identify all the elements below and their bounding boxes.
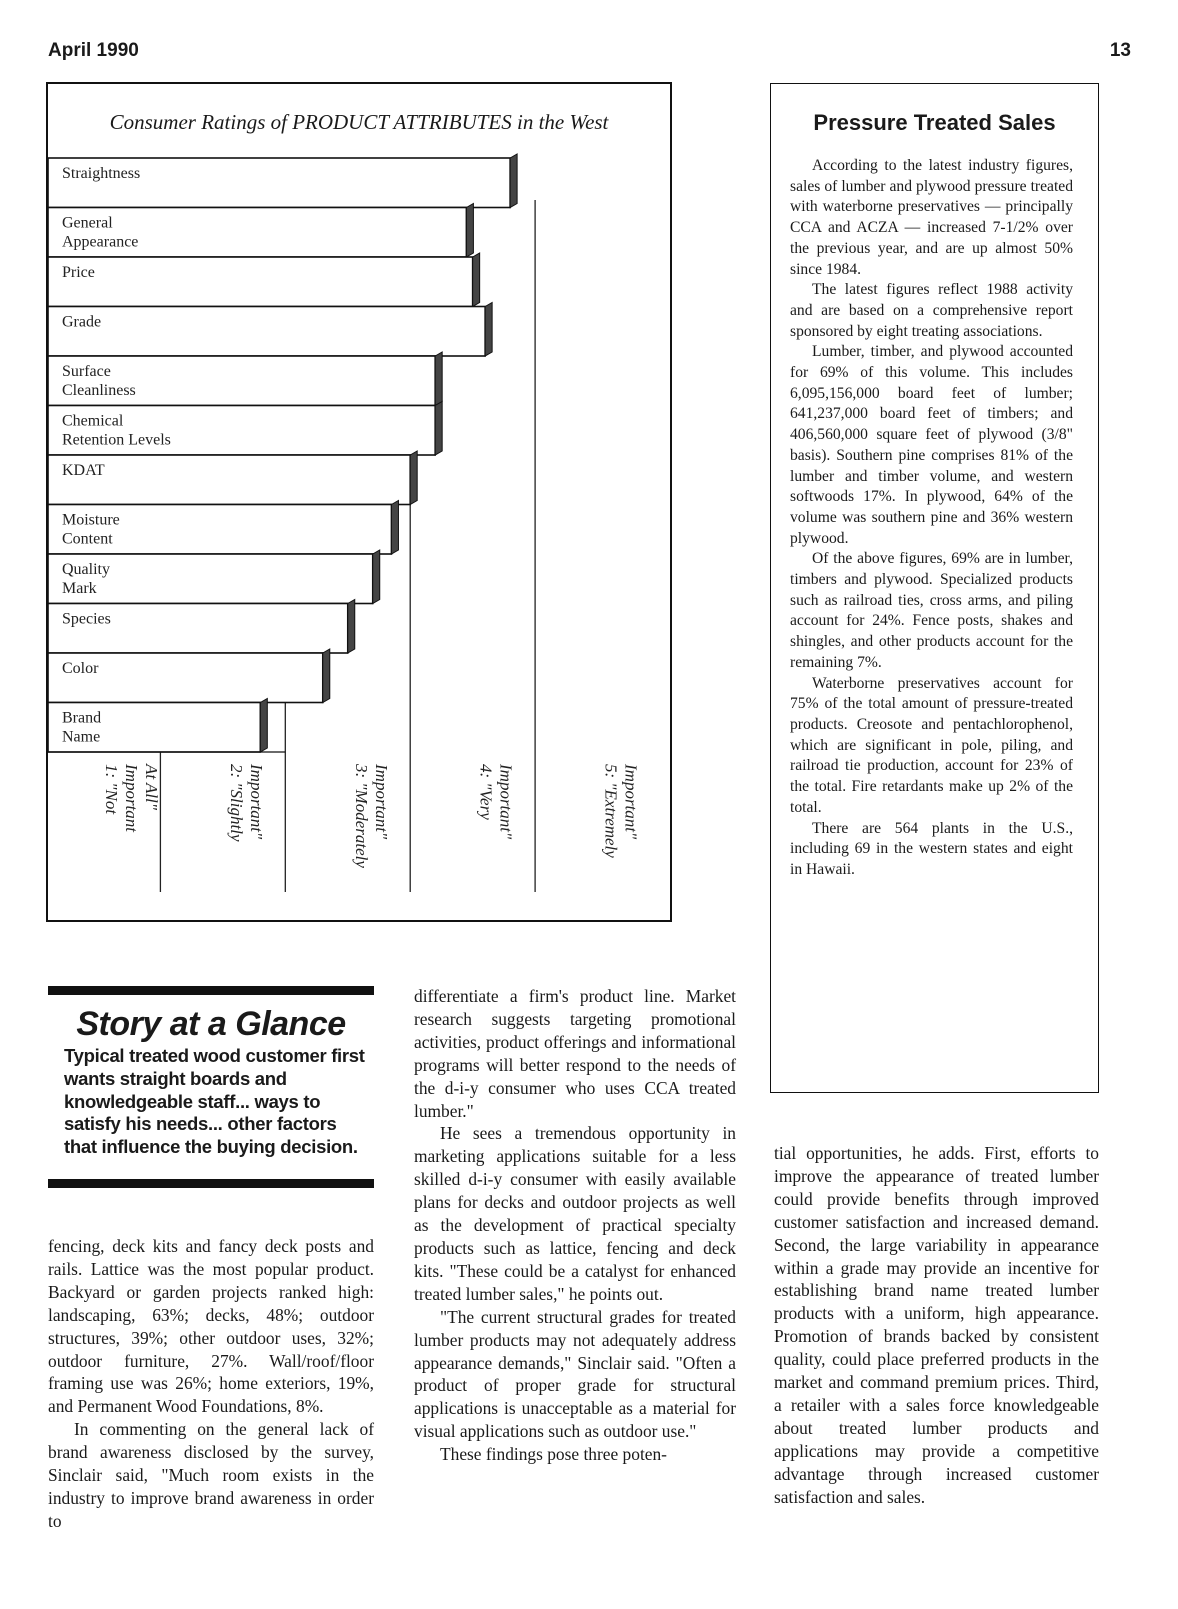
article-paragraph: He sees a tremendous opportunity in marketing applications suitable for a less skilled d-i-y consumer with easily available plans for decks and outdoor projects as well as the development of practical specialty products such as lattice, fencing and deck kits. "These could be a catalyst for enhanced treated lumber sales," he points out. — [414, 1123, 736, 1304]
scale-label-line: 2: "Slightly — [226, 764, 246, 842]
bar-label: Grade — [62, 313, 102, 331]
page-number: 13 — [1109, 40, 1131, 61]
story-bottom-rule — [48, 1179, 374, 1188]
bar-edge — [510, 154, 517, 208]
bar-edge — [260, 699, 267, 753]
bar-6 — [48, 451, 417, 505]
scale-label-2 — [227, 763, 266, 842]
bar-label: Brand — [62, 709, 102, 727]
sidebar-paragraph: Lumber, timber, and plywood accounted for 69% of this volume. This includes 6,095,156,000 board feet of lumber; 641,237,000 board feet of timbers; and 406,560,000 square feet of plywood (3/8" basis). Southern pine comprises 81% of the lumber and timber volume, and western softwoods 17%. In plywood, 64% of the volume was southern pine and 36% western plywood. — [790, 343, 1073, 547]
bar-label: General — [62, 214, 113, 232]
article-paragraph: differentiate a firm's product line. Market research suggests targeting promotional activities, product offerings and informational programs will better respond to the needs of the d-i-y consumer who uses CCA treated lumber." — [414, 986, 736, 1121]
story-top-rule — [48, 986, 374, 995]
bar-3 — [48, 303, 492, 357]
bar-9 — [48, 600, 355, 654]
bar-label: Mark — [62, 580, 97, 597]
scale-label-line: 5: "Extremely — [601, 764, 621, 858]
scale-label-3 — [352, 763, 391, 868]
bar-label: Content — [62, 530, 113, 548]
bar-edge — [373, 550, 380, 604]
scale-label-line: At All" — [141, 764, 161, 811]
article-column-3 — [774, 1142, 1099, 1509]
bar-2 — [48, 253, 480, 307]
article-paragraph: In commenting on the general lack of brand awareness disclosed by the survey, Sinclair said, "Much room exists in the industry to improve brand awareness in order to — [48, 1419, 374, 1531]
bar-edge — [348, 600, 355, 654]
bar-label: KDAT — [62, 462, 105, 479]
bar-edge — [466, 204, 473, 258]
article-paragraph: These findings pose three poten- — [440, 1444, 667, 1465]
bar-1 — [48, 204, 473, 258]
scale-label-line: 1: "Not — [101, 764, 121, 815]
sidebar-paragraph: Waterborne preservatives account for 75% of the total amount of pressure-treated products. Creosote and pentachlorophenol, which are significant in pole, piling, and railroad tie production, account for 23% of the total. Fire retardants make up 2% of the total. — [790, 674, 1073, 816]
bar-5 — [48, 402, 442, 456]
bar-rect — [48, 257, 473, 307]
bar-label: Quality — [62, 561, 110, 578]
bar-edge — [473, 253, 480, 307]
bar-edge — [485, 303, 492, 357]
bar-edge — [435, 352, 442, 406]
bar-label: Price — [62, 264, 95, 281]
scale-label-line: Important" — [621, 764, 641, 840]
bar-label: Appearance — [62, 233, 139, 251]
bar-label: Species — [62, 610, 111, 628]
scale-label-line: Important" — [496, 764, 516, 840]
scale-label-line: 3: "Moderately — [351, 764, 371, 868]
bar-label: Retention Levels — [62, 431, 171, 449]
bar-label: Chemical — [62, 412, 124, 430]
bar-8 — [48, 550, 380, 604]
bar-label: Surface — [62, 363, 111, 380]
scale-label-line: Important" — [371, 764, 391, 840]
scale-label-4 — [477, 763, 516, 840]
sidebar-body — [790, 156, 1073, 881]
article-column-2 — [414, 985, 736, 1466]
bar-4 — [48, 352, 442, 406]
scale-label-1 — [102, 763, 161, 833]
issue-date: April 1990 — [48, 40, 139, 61]
scale-label-line: Important" — [246, 764, 266, 840]
article-paragraph: "The current structural grades for treated lumber products may not adequately address appearance demands," Sinclair said. "Often a product of proper grade for structural applications is unacceptable as a material for visual applications such as outdoor use." — [414, 1306, 736, 1442]
scale-label-line: Important — [121, 764, 141, 832]
bar-10 — [48, 649, 330, 703]
story-summary: Typical treated wood customer first wants straight boards and knowledgeable staff... ways to satisfy his needs... other factors that influence the buying decision. — [64, 1045, 365, 1158]
sidebar-paragraph: The latest figures reflect 1988 activity and are based on a comprehensive report sponsored by eight treating associations. — [790, 281, 1073, 340]
bar-label: Name — [62, 728, 101, 746]
bar-11 — [48, 699, 267, 753]
bar-label: Color — [62, 660, 99, 677]
scale-label-5 — [602, 763, 641, 858]
bar-0 — [48, 154, 517, 208]
bar-label: Moisture — [62, 511, 120, 529]
bar-rect — [48, 307, 485, 357]
bar-label: Straightness — [62, 165, 141, 182]
article-column-1 — [48, 1235, 374, 1533]
sidebar-paragraph: According to the latest industry figures, sales of lumber and plywood pressure treated with waterborne preservatives — principally CCA and ACZA — increased 7-1/2% over the previous year, and are up almost 50% since 1984. — [790, 157, 1073, 278]
bar-edge — [410, 451, 417, 505]
sidebar-paragraph: Of the above figures, 69% are in lumber, timbers and plywood. Specialized products such as railroad ties, cross arms, and piling account for 24%. Fence posts, shakes and shingles, and other products account for the remaining 7%. — [790, 550, 1073, 671]
sidebar-paragraph: There are 564 plants in the U.S., including 69 in the western states and eight in Hawaii. — [790, 819, 1073, 878]
bar-7 — [48, 501, 398, 555]
article-paragraph: fencing, deck kits and fancy deck posts and rails. Lattice was the most popular product. Backyard or garden projects ranked high: landscaping, 63%; decks, 48%; outdoor structures, 39%; other outdoor uses, 32%; outdoor furniture, 27%. Wall/roof/floor framing use was 26%; home exteriors, 19%, and Permanent Wood Foundations, 8%. — [48, 1236, 374, 1417]
bar-edge — [435, 402, 442, 456]
article-paragraph: tial opportunities, he adds. First, efforts to improve the appearance of treated lumber could provide benefits through improved customer satisfaction and increased demand. Second, the large variability in appearance within a grade may provide an incentive for establishing brand name treated lumber products with a uniform, high appearance. Promotion of brands backed by consistent quality, could place preferred products in the market and command premium prices. Third, a retailer with a sales force knowledgeable about treated lumber products and applications may provide a competitive advantage through increased customer satisfaction and sales. — [774, 1143, 1099, 1507]
sidebar-title: Pressure Treated Sales — [813, 110, 1056, 135]
chart-title: Consumer Ratings of PRODUCT ATTRIBUTES in the West — [109, 110, 609, 134]
scale-label-line: 4: "Very — [476, 764, 496, 820]
bar-edge — [323, 649, 330, 703]
bar-edge — [391, 501, 398, 555]
story-title: Story at a Glance — [76, 1005, 346, 1043]
bar-label: Cleanliness — [62, 382, 136, 399]
